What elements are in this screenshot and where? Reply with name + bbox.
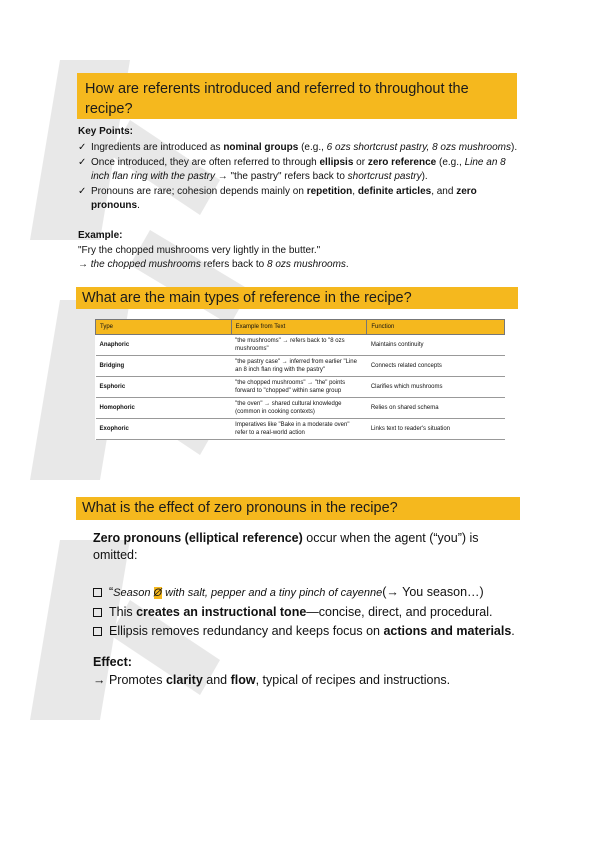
- section1-title: How are referents introduced and referred to throughout the recipe?: [77, 73, 517, 119]
- reference-types-table: [95, 319, 505, 440]
- checkbox-icon: [93, 608, 102, 617]
- checkmark-icon: ✓: [78, 186, 87, 197]
- zero-pronoun-intro: Zero pronouns (elliptical reference) occur when the agent (“you”) is omitted:: [93, 531, 479, 562]
- key-points-label: Key Points:: [78, 126, 134, 137]
- table-header-type: Type: [96, 320, 232, 335]
- example-explanation: → the chopped mushrooms refers back to 8 ozs mushrooms.: [78, 259, 349, 270]
- table-cell-function: Clarifies which mushrooms: [367, 377, 505, 398]
- example-quote: "Fry the chopped mushrooms very lightly in the butter.": [78, 245, 321, 256]
- table-cell-function: Maintains continuity: [367, 335, 505, 356]
- list-item: ✓ Once introduced, they are often referred to through ellipsis or zero reference (e.g., Line an 8 inch flan ring with the pastry → "the pastry" refers back to shortcrust pastry).: [78, 157, 506, 182]
- table-cell-example: "the mushrooms" → refers back to "8 ozs mushrooms": [231, 335, 367, 356]
- effect-label: Effect:: [93, 655, 132, 669]
- table-body: [96, 335, 505, 440]
- example-label: Example:: [78, 230, 123, 241]
- list-item: Ellipsis removes redundancy and keeps focus on actions and materials.: [93, 622, 533, 641]
- key-points-list: [78, 141, 518, 214]
- effect-text: → Promotes clarity and flow, typical of recipes and instructions.: [93, 673, 451, 687]
- table-cell-type: Homophoric: [96, 398, 232, 419]
- table-cell-function: Connects related concepts: [367, 356, 505, 377]
- reference-table-wrapper: [95, 319, 506, 477]
- table-row: [96, 356, 505, 377]
- table-cell-function: Relies on shared schema: [367, 398, 505, 419]
- table-cell-example: "the pastry case" → inferred from earlier "Line an 8 inch flan ring with the pastry": [231, 356, 367, 377]
- table-cell-example: "the chopped mushrooms" → "the" points forward to "chopped" within same group: [231, 377, 367, 398]
- checkmark-icon: ✓: [78, 142, 87, 153]
- list-item: “Season Ø with salt, pepper and a tiny pinch of cayenne(→ You season…): [93, 583, 533, 603]
- list-item: ✓ Ingredients are introduced as nominal groups (e.g., 6 ozs shortcrust pastry, 8 ozs mushrooms).: [78, 142, 518, 153]
- zero-symbol-highlight: Ø: [153, 587, 163, 599]
- section3-title: What is the effect of zero pronouns in the recipe?: [76, 497, 520, 520]
- table-cell-type: Esphoric: [96, 377, 232, 398]
- table-row: [96, 398, 505, 419]
- table-header-function: Function: [367, 320, 505, 335]
- table-cell-function: Links text to reader's situation: [367, 419, 505, 440]
- table-cell-type: Exophoric: [96, 419, 232, 440]
- table-cell-example: Imperatives like "Bake in a moderate oven" refer to a real-world action: [231, 419, 367, 440]
- table-row: [96, 377, 505, 398]
- checkbox-icon: [93, 627, 102, 636]
- table-row: [96, 335, 505, 356]
- table-cell-type: Bridging: [96, 356, 232, 377]
- table-cell-type: Anaphoric: [96, 335, 232, 356]
- list-item: This creates an instructional tone—concise, direct, and procedural.: [93, 603, 533, 622]
- table-header-example: Example from Text: [231, 320, 367, 335]
- section2-title: What are the main types of reference in the recipe?: [76, 287, 518, 309]
- zero-pronoun-list: [93, 583, 533, 641]
- table-row: [96, 419, 505, 440]
- checkmark-icon: ✓: [78, 157, 87, 168]
- checkbox-icon: [93, 588, 102, 597]
- table-cell-example: "the oven" → shared cultural knowledge (common in cooking contexts): [231, 398, 367, 419]
- list-item: ✓ Pronouns are rare; cohesion depends mainly on repetition, definite articles, and zero pronouns.: [78, 186, 477, 211]
